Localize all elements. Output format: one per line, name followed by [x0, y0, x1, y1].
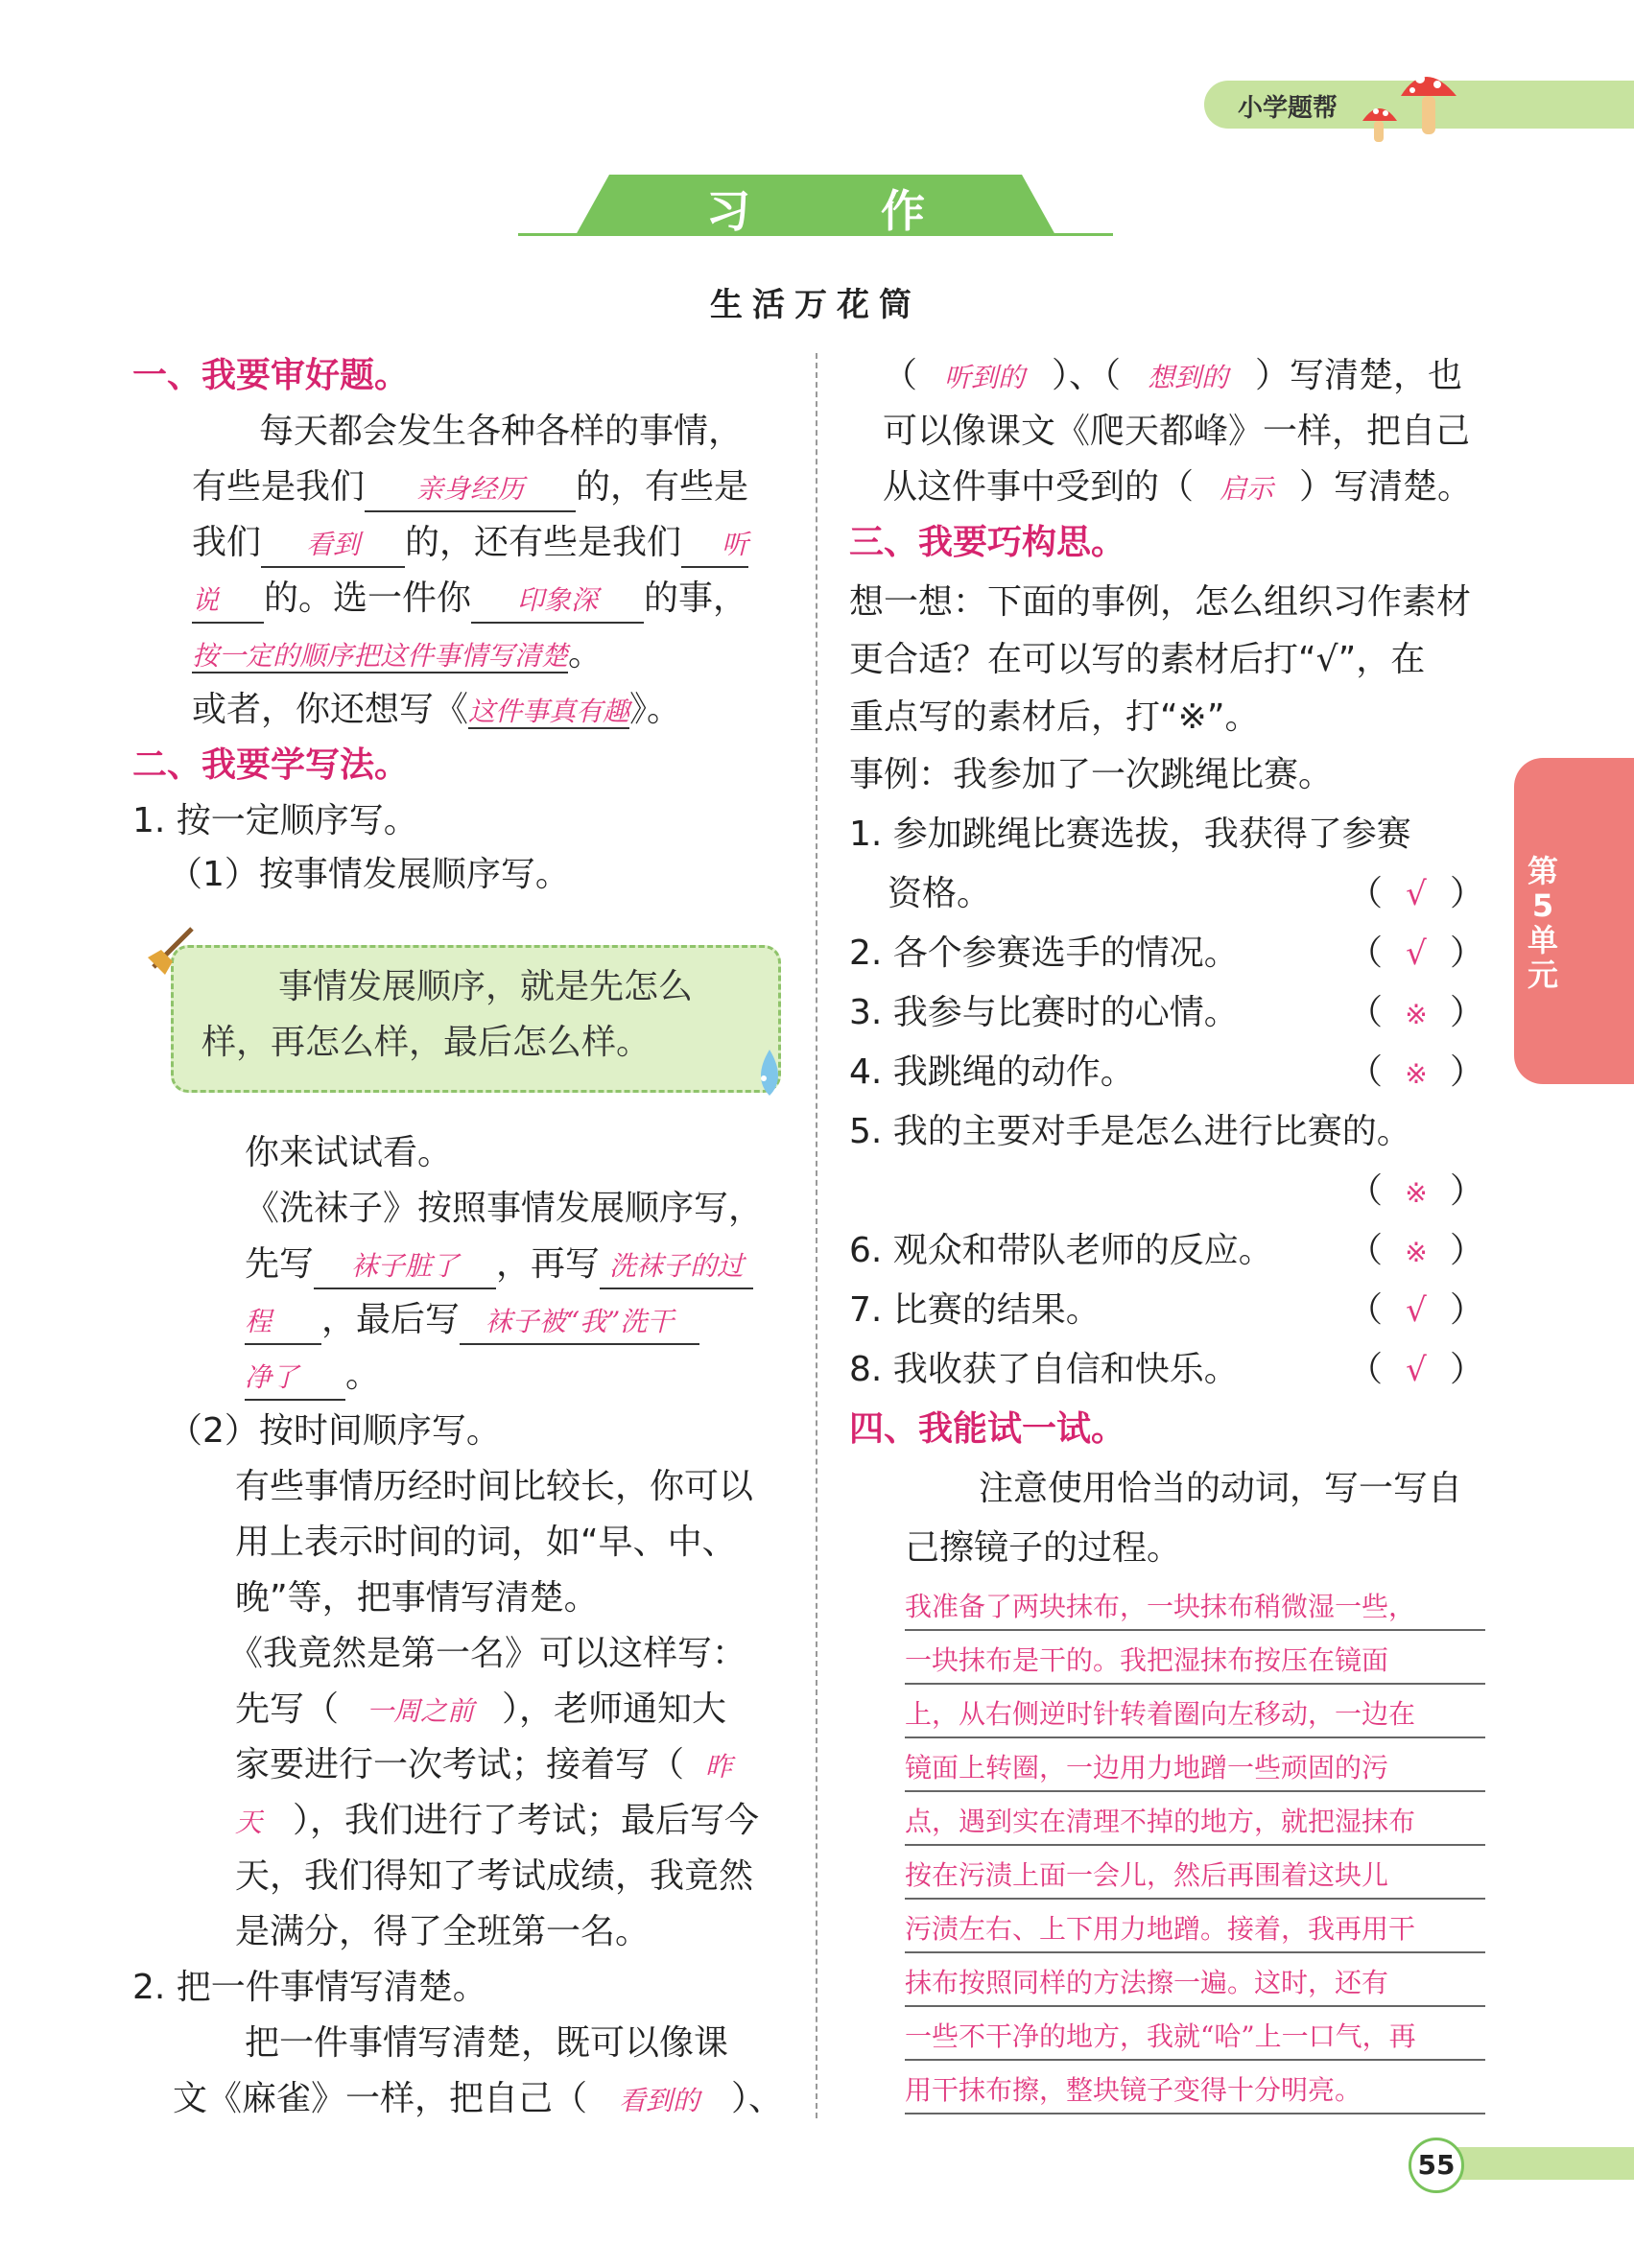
answer: 想到的 [1148, 362, 1229, 393]
essay-line: 污渍左右、上下用力地蹭。接着，我再用干 [905, 1907, 1485, 1953]
text-line [192, 466, 748, 512]
tip-text: 事情发展顺序，就是先怎么 [278, 967, 694, 1006]
brand-label: 小学题帮 [1238, 94, 1338, 123]
text-line [192, 633, 603, 677]
text: 先写（ [235, 1689, 340, 1729]
text-line [192, 522, 748, 568]
unit-char: 单 [1527, 922, 1558, 958]
text: ），老师通知大 [502, 1689, 727, 1729]
text: ，最后写 [321, 1300, 461, 1339]
answer-mark: （ √ ） [1348, 1350, 1485, 1389]
checklist-item: 5. 我的主要对手是怎么进行比赛的。 [849, 1112, 1411, 1151]
text-line [883, 466, 1472, 510]
essay-line: 一些不干净的地方，我就“哈”上一口气，再 [905, 2015, 1485, 2061]
column-divider [816, 353, 817, 2118]
answer: 天 [235, 1807, 263, 1838]
heading-4: 四、我能试一试。 [849, 1409, 1126, 1449]
text-line [245, 1299, 699, 1345]
unit-char: 元 [1527, 957, 1558, 993]
unit-char: 5 [1531, 887, 1554, 924]
answer: 听到的 [944, 362, 1026, 393]
text: 。 [345, 1356, 381, 1395]
essay-line: 按在污渍上面一会儿，然后再围着这块儿 [905, 1854, 1485, 1900]
text-line: 己擦镜子的过程。 [905, 1528, 1182, 1568]
text-line: 晚”等，把事情写清楚。 [235, 1578, 599, 1618]
checklist-item: 4. 我跳绳的动作。 [849, 1052, 1135, 1092]
text: ）、（ [1052, 356, 1122, 395]
answer-mark: （ ※ ） [1348, 1231, 1485, 1270]
answer: 听 [722, 529, 749, 560]
checklist-item: 7. 比赛的结果。 [849, 1290, 1101, 1330]
answer: 昨 [705, 1751, 733, 1783]
answer: 净了 [245, 1361, 299, 1393]
text-line: 《洗袜子》按照事情发展顺序写， [245, 1189, 764, 1228]
water-drop-icon [748, 1046, 791, 1099]
text-line: 是满分，得了全班第一名。 [235, 1912, 651, 1951]
text: ）写清楚，也 [1255, 356, 1463, 395]
answer-mark: （ ※ ） [1348, 1052, 1485, 1092]
text: 先写 [245, 1244, 315, 1284]
essay-topic: 生活万花筒 [710, 286, 921, 324]
essay-line: 镜面上转圈，一边用力地蹭一些顽固的污 [905, 1746, 1485, 1792]
text-line: 事例：我参加了一次跳绳比赛。 [849, 755, 1334, 794]
text-line: 有些事情历经时间比较长，你可以 [235, 1467, 754, 1506]
answer: 按一定的顺序把这件事情写清楚 [192, 640, 569, 672]
text: ，再写 [496, 1244, 601, 1284]
essay-line: 我准备了两块抹布，一块抹布稍微湿一些， [905, 1585, 1485, 1631]
unit-tab-label [1519, 854, 1567, 992]
broom-icon [144, 919, 201, 977]
page-number: 55 [1409, 2138, 1464, 2193]
text: 有些是我们 [192, 467, 366, 507]
answer-mark: （ ※ ） [1348, 993, 1485, 1032]
text-line [245, 1243, 753, 1289]
text-line: （1）按事情发展顺序写。 [168, 855, 570, 894]
text-line [883, 355, 1462, 399]
text-line: 天，我们得知了考试成绩，我竟然 [235, 1856, 754, 1896]
answer: 印象深 [517, 584, 599, 616]
essay-line: 一块抹布是干的。我把湿抹布按压在镜面 [905, 1639, 1485, 1685]
text-line [192, 578, 747, 624]
answer: 一周之前 [367, 1695, 475, 1727]
tip-text: 样，再怎么样，最后怎么样。 [201, 1023, 651, 1062]
text-line: 用上表示时间的词，如“早、中、 [235, 1523, 737, 1562]
checklist-item: 6. 观众和带队老师的反应。 [849, 1231, 1273, 1270]
answer-mark: （ √ ） [1348, 1290, 1485, 1330]
text-line: 每天都会发生各种各样的事情， [259, 412, 744, 451]
text: 》。 [629, 690, 682, 729]
checklist-item: 8. 我收获了自信和快乐。 [849, 1350, 1239, 1389]
text: ）写清楚。 [1299, 467, 1473, 507]
answer: 亲身经历 [416, 473, 525, 505]
text: 或者，你还想写《 [192, 690, 469, 729]
checklist-item: 2. 各个参赛选手的情况。 [849, 933, 1239, 973]
answer: 袜子脏了 [351, 1250, 460, 1282]
text-line: 你来试试看。 [245, 1133, 453, 1172]
essay-line: 抹布按照同样的方法擦一遍。这时，还有 [905, 1961, 1485, 2007]
text: 的事， [644, 579, 748, 618]
text: 从这件事中受到的（ [883, 467, 1195, 507]
text-line: 把一件事情写清楚，既可以像课 [245, 2023, 729, 2063]
text: 我们 [192, 523, 262, 562]
text: 的，有些是 [576, 467, 749, 507]
text-line [235, 1744, 732, 1788]
text: 的。选一件你 [264, 579, 472, 618]
text-line [192, 689, 681, 733]
answer-mark: （ √ ） [1348, 874, 1485, 913]
text-line: 《我竟然是第一名》可以这样写： [228, 1634, 747, 1673]
answer-mark: （ √ ） [1348, 933, 1485, 973]
answer: 启示 [1220, 473, 1274, 505]
answer: 这件事真有趣 [468, 696, 630, 727]
checklist-item: 3. 我参与比赛时的心情。 [849, 993, 1239, 1032]
checklist-item-cont: 资格。 [888, 874, 992, 913]
text-line: 想一想：下面的事例，怎么组织习作素材 [849, 582, 1472, 622]
text-line [235, 1689, 726, 1733]
text-line: 注意使用恰当的动词，写一写自 [979, 1469, 1463, 1508]
answer: 洗袜子的过 [609, 1250, 745, 1282]
essay-line: 上，从右侧逆时针转着圈向左移动，一边在 [905, 1692, 1485, 1738]
text: 的，还有些是我们 [405, 523, 682, 562]
text-line [235, 1800, 759, 1844]
answer: 程 [245, 1306, 272, 1337]
footer-strip [1449, 2147, 1634, 2180]
text-line: 重点写的素材后，打“※”。 [849, 697, 1260, 737]
text-line: 更合适？在可以写的素材后打“√”，在 [849, 640, 1426, 679]
heading-2: 二、我要学写法。 [132, 745, 410, 785]
mushroom-icon [1353, 58, 1468, 149]
checklist-item: 1. 参加跳绳比赛选拔，我获得了参赛 [849, 815, 1411, 854]
unit-char: 第 [1527, 853, 1558, 889]
text: 文《麻雀》一样，把自己（ [173, 2079, 588, 2118]
text: ）、 [731, 2079, 784, 2118]
essay-line: 点，遇到实在清理不掉的地方，就把湿抹布 [905, 1800, 1485, 1846]
answer: 袜子被“我”洗干 [485, 1306, 675, 1337]
text-line [173, 2078, 783, 2122]
text: 。 [568, 634, 604, 673]
text-line [245, 1355, 380, 1401]
section-title: 习 作 [705, 185, 983, 237]
answer-mark: （ ※ ） [1348, 1171, 1485, 1211]
answer: 看到的 [619, 2085, 700, 2116]
text-line: （2）按时间顺序写。 [168, 1411, 501, 1451]
heading-1: 一、我要审好题。 [132, 356, 410, 395]
essay-line: 用干抹布擦，整块镜子变得十分明亮。 [905, 2068, 1485, 2114]
text-line: 1. 按一定顺序写。 [132, 801, 418, 840]
answer: 看到 [306, 529, 361, 560]
text: 家要进行一次考试；接着写（ [235, 1745, 685, 1784]
text: （ [883, 356, 918, 395]
text-line: 可以像课文《爬天都峰》一样，把自己 [883, 412, 1471, 451]
text: ），我们进行了考试；最后写今 [293, 1801, 760, 1840]
text-line: 2. 把一件事情写清楚。 [132, 1968, 487, 2007]
heading-3: 三、我要巧构思。 [849, 523, 1126, 562]
answer: 说 [192, 584, 220, 616]
